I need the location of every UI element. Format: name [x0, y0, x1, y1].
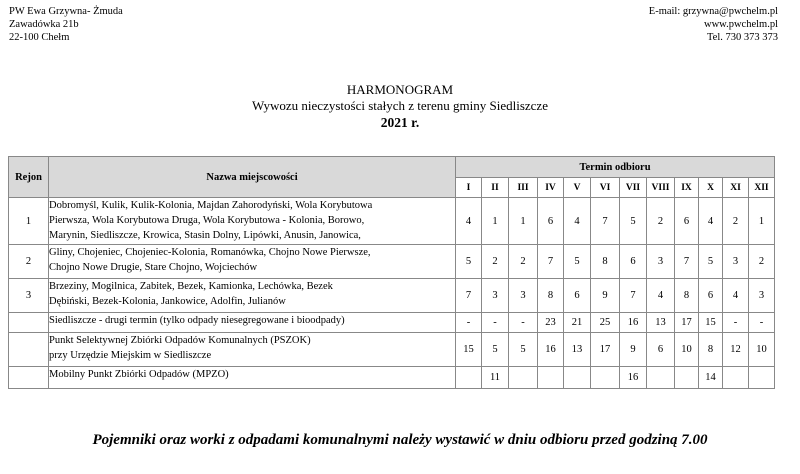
- rejon-cell: 2: [9, 245, 49, 279]
- title-year: 2021 r.: [380, 115, 420, 130]
- pickup-day-cell: 9: [620, 333, 647, 367]
- month-header: IX: [675, 178, 699, 198]
- month-header: IV: [538, 178, 564, 198]
- company-name: PW Ewa Grzywna- Żmuda: [9, 6, 123, 17]
- title-subheading: Wywozu nieczystości stałych z terenu gminy Siedliszcze: [252, 98, 548, 113]
- pickup-day-cell: 15: [456, 333, 482, 367]
- pickup-day-cell: 6: [699, 279, 723, 313]
- locality-names-line: Chojno Nowe Drugie, Stare Chojno, Wojciechów: [49, 262, 258, 273]
- table-row: [9, 367, 775, 389]
- pickup-day-cell: 8: [699, 333, 723, 367]
- pickup-day-cell: -: [482, 313, 509, 333]
- locality-names-line: Dębiński, Bezek-Kolonia, Jankowice, Adolfin, Julianów: [49, 296, 286, 307]
- pickup-day-cell: 3: [749, 279, 775, 313]
- pickup-day-cell: -: [509, 313, 538, 333]
- pickup-day-cell: 5: [699, 245, 723, 279]
- pickup-day-cell: [749, 367, 775, 389]
- locality-names-cell: [49, 313, 456, 333]
- pickup-day-cell: 12: [723, 333, 749, 367]
- month-header: VII: [620, 178, 647, 198]
- pickup-day-cell: [647, 367, 675, 389]
- pickup-day-cell: 7: [591, 198, 620, 245]
- pickup-day-cell: 4: [647, 279, 675, 313]
- company-address: [9, 5, 123, 44]
- pickup-day-cell: 3: [482, 279, 509, 313]
- pickup-day-cell: 6: [647, 333, 675, 367]
- pickup-day-cell: 8: [591, 245, 620, 279]
- contact-phone: Tel. 730 373 373: [706, 32, 778, 43]
- pickup-day-cell: 2: [749, 245, 775, 279]
- contact-website: www.pwchelm.pl: [704, 19, 778, 30]
- pickup-day-cell: 5: [620, 198, 647, 245]
- month-header: II: [482, 178, 509, 198]
- pickup-day-cell: [564, 367, 591, 389]
- rejon-cell: 3: [9, 279, 49, 313]
- pickup-day-cell: 25: [591, 313, 620, 333]
- pickup-day-cell: -: [456, 313, 482, 333]
- header-rejon: Rejon: [9, 157, 49, 198]
- pickup-day-cell: 7: [538, 245, 564, 279]
- table-row: [9, 245, 775, 279]
- pickup-day-cell: [591, 367, 620, 389]
- pickup-day-cell: 21: [564, 313, 591, 333]
- pickup-day-cell: 17: [591, 333, 620, 367]
- table-row: [9, 333, 775, 367]
- title-heading: HARMONOGRAM: [346, 82, 454, 97]
- pickup-day-cell: 6: [675, 198, 699, 245]
- month-header: XII: [749, 178, 775, 198]
- table-row: [9, 198, 775, 245]
- locality-names-cell: [49, 279, 456, 313]
- rejon-cell: 1: [9, 198, 49, 245]
- pickup-day-cell: 1: [749, 198, 775, 245]
- month-header: V: [564, 178, 591, 198]
- locality-names-line: Mobilny Punkt Zbiórki Odpadów (MPZO): [49, 369, 229, 380]
- locality-names-line: Brzeziny, Mogilnica, Zabitek, Bezek, Kamionka, Lechówka, Bezek: [49, 281, 333, 292]
- footer-note: Pojemniki oraz worki z odpadami komunalnymi należy wystawić w dniu odbioru przed godziną 7.00: [92, 432, 708, 448]
- month-header: VIII: [647, 178, 675, 198]
- pickup-day-cell: 7: [675, 245, 699, 279]
- locality-names-cell: [49, 367, 456, 389]
- pickup-day-cell: 5: [482, 333, 509, 367]
- pickup-day-cell: 2: [482, 245, 509, 279]
- pickup-day-cell: [675, 367, 699, 389]
- pickup-day-cell: 5: [456, 245, 482, 279]
- pickup-day-cell: 13: [564, 333, 591, 367]
- pickup-day-cell: [456, 367, 482, 389]
- locality-names-line: Dobromyśl, Kulik, Kulik-Kolonia, Majdan Zahorodyński, Wola Korybutowa: [49, 200, 373, 211]
- table-row: [9, 279, 775, 313]
- pickup-day-cell: 7: [620, 279, 647, 313]
- pickup-day-cell: 1: [482, 198, 509, 245]
- pickup-day-cell: 10: [749, 333, 775, 367]
- company-street: Zawadówka 21b: [9, 19, 79, 30]
- month-header: I: [456, 178, 482, 198]
- document-title: [0, 82, 800, 131]
- pickup-day-cell: 3: [723, 245, 749, 279]
- pickup-day-cell: 8: [675, 279, 699, 313]
- pickup-day-cell: 3: [509, 279, 538, 313]
- pickup-day-cell: 4: [699, 198, 723, 245]
- pickup-day-cell: 5: [564, 245, 591, 279]
- pickup-day-cell: 4: [564, 198, 591, 245]
- pickup-day-cell: [509, 367, 538, 389]
- pickup-day-cell: 5: [509, 333, 538, 367]
- month-header: VI: [591, 178, 620, 198]
- locality-names-line: Siedliszcze - drugi termin (tylko odpady niesegregowane i bioodpady): [49, 315, 345, 326]
- header-termin: Termin odbioru: [456, 157, 775, 178]
- pickup-day-cell: 4: [723, 279, 749, 313]
- locality-names-cell: [49, 333, 456, 367]
- locality-names-line: Pierwsza, Wola Korybutowa Druga, Wola Korybutowa - Kolonia, Borowo,: [49, 215, 365, 226]
- pickup-day-cell: 10: [675, 333, 699, 367]
- table-row: [9, 313, 775, 333]
- pickup-day-cell: 17: [675, 313, 699, 333]
- pickup-day-cell: 23: [538, 313, 564, 333]
- schedule-body: [9, 198, 775, 389]
- pickup-day-cell: -: [723, 313, 749, 333]
- pickup-day-cell: 14: [699, 367, 723, 389]
- locality-names-cell: [49, 245, 456, 279]
- rejon-cell: [9, 333, 49, 367]
- rejon-cell: [9, 367, 49, 389]
- pickup-day-cell: 9: [591, 279, 620, 313]
- locality-names-line: Marynin, Siedliszcze, Krowica, Stasin Dolny, Lipówki, Anusin, Janowica,: [49, 230, 361, 241]
- pickup-day-cell: 2: [723, 198, 749, 245]
- company-city: 22-100 Chełm: [9, 32, 70, 43]
- pickup-day-cell: 7: [456, 279, 482, 313]
- pickup-day-cell: 8: [538, 279, 564, 313]
- schedule-table: [8, 156, 775, 389]
- pickup-day-cell: 13: [647, 313, 675, 333]
- pickup-day-cell: 15: [699, 313, 723, 333]
- header-names: Nazwa miejscowości: [49, 157, 456, 198]
- rejon-cell: [9, 313, 49, 333]
- pickup-day-cell: 16: [538, 333, 564, 367]
- pickup-day-cell: 3: [647, 245, 675, 279]
- locality-names-line: przy Urzędzie Miejskim w Siedliszcze: [49, 350, 212, 361]
- pickup-day-cell: [723, 367, 749, 389]
- pickup-day-cell: 6: [538, 198, 564, 245]
- pickup-day-cell: 2: [647, 198, 675, 245]
- contact-email: E-mail: grzywna@pwchelm.pl: [648, 6, 778, 17]
- pickup-day-cell: -: [749, 313, 775, 333]
- pickup-day-cell: 2: [509, 245, 538, 279]
- pickup-day-cell: 11: [482, 367, 509, 389]
- pickup-day-cell: 4: [456, 198, 482, 245]
- pickup-day-cell: 1: [509, 198, 538, 245]
- pickup-day-cell: 6: [564, 279, 591, 313]
- pickup-day-cell: 6: [620, 245, 647, 279]
- pickup-day-cell: [538, 367, 564, 389]
- locality-names-cell: [49, 198, 456, 245]
- pickup-day-cell: 16: [620, 313, 647, 333]
- company-contact: [649, 5, 778, 44]
- month-header: III: [509, 178, 538, 198]
- month-header: XI: [723, 178, 749, 198]
- pickup-day-cell: 16: [620, 367, 647, 389]
- locality-names-line: Gliny, Chojeniec, Chojeniec-Kolonia, Romanówka, Chojno Nowe Pierwsze,: [49, 247, 371, 258]
- month-header: X: [699, 178, 723, 198]
- locality-names-line: Punkt Selektywnej Zbiórki Odpadów Komunalnych (PSZOK): [49, 335, 311, 346]
